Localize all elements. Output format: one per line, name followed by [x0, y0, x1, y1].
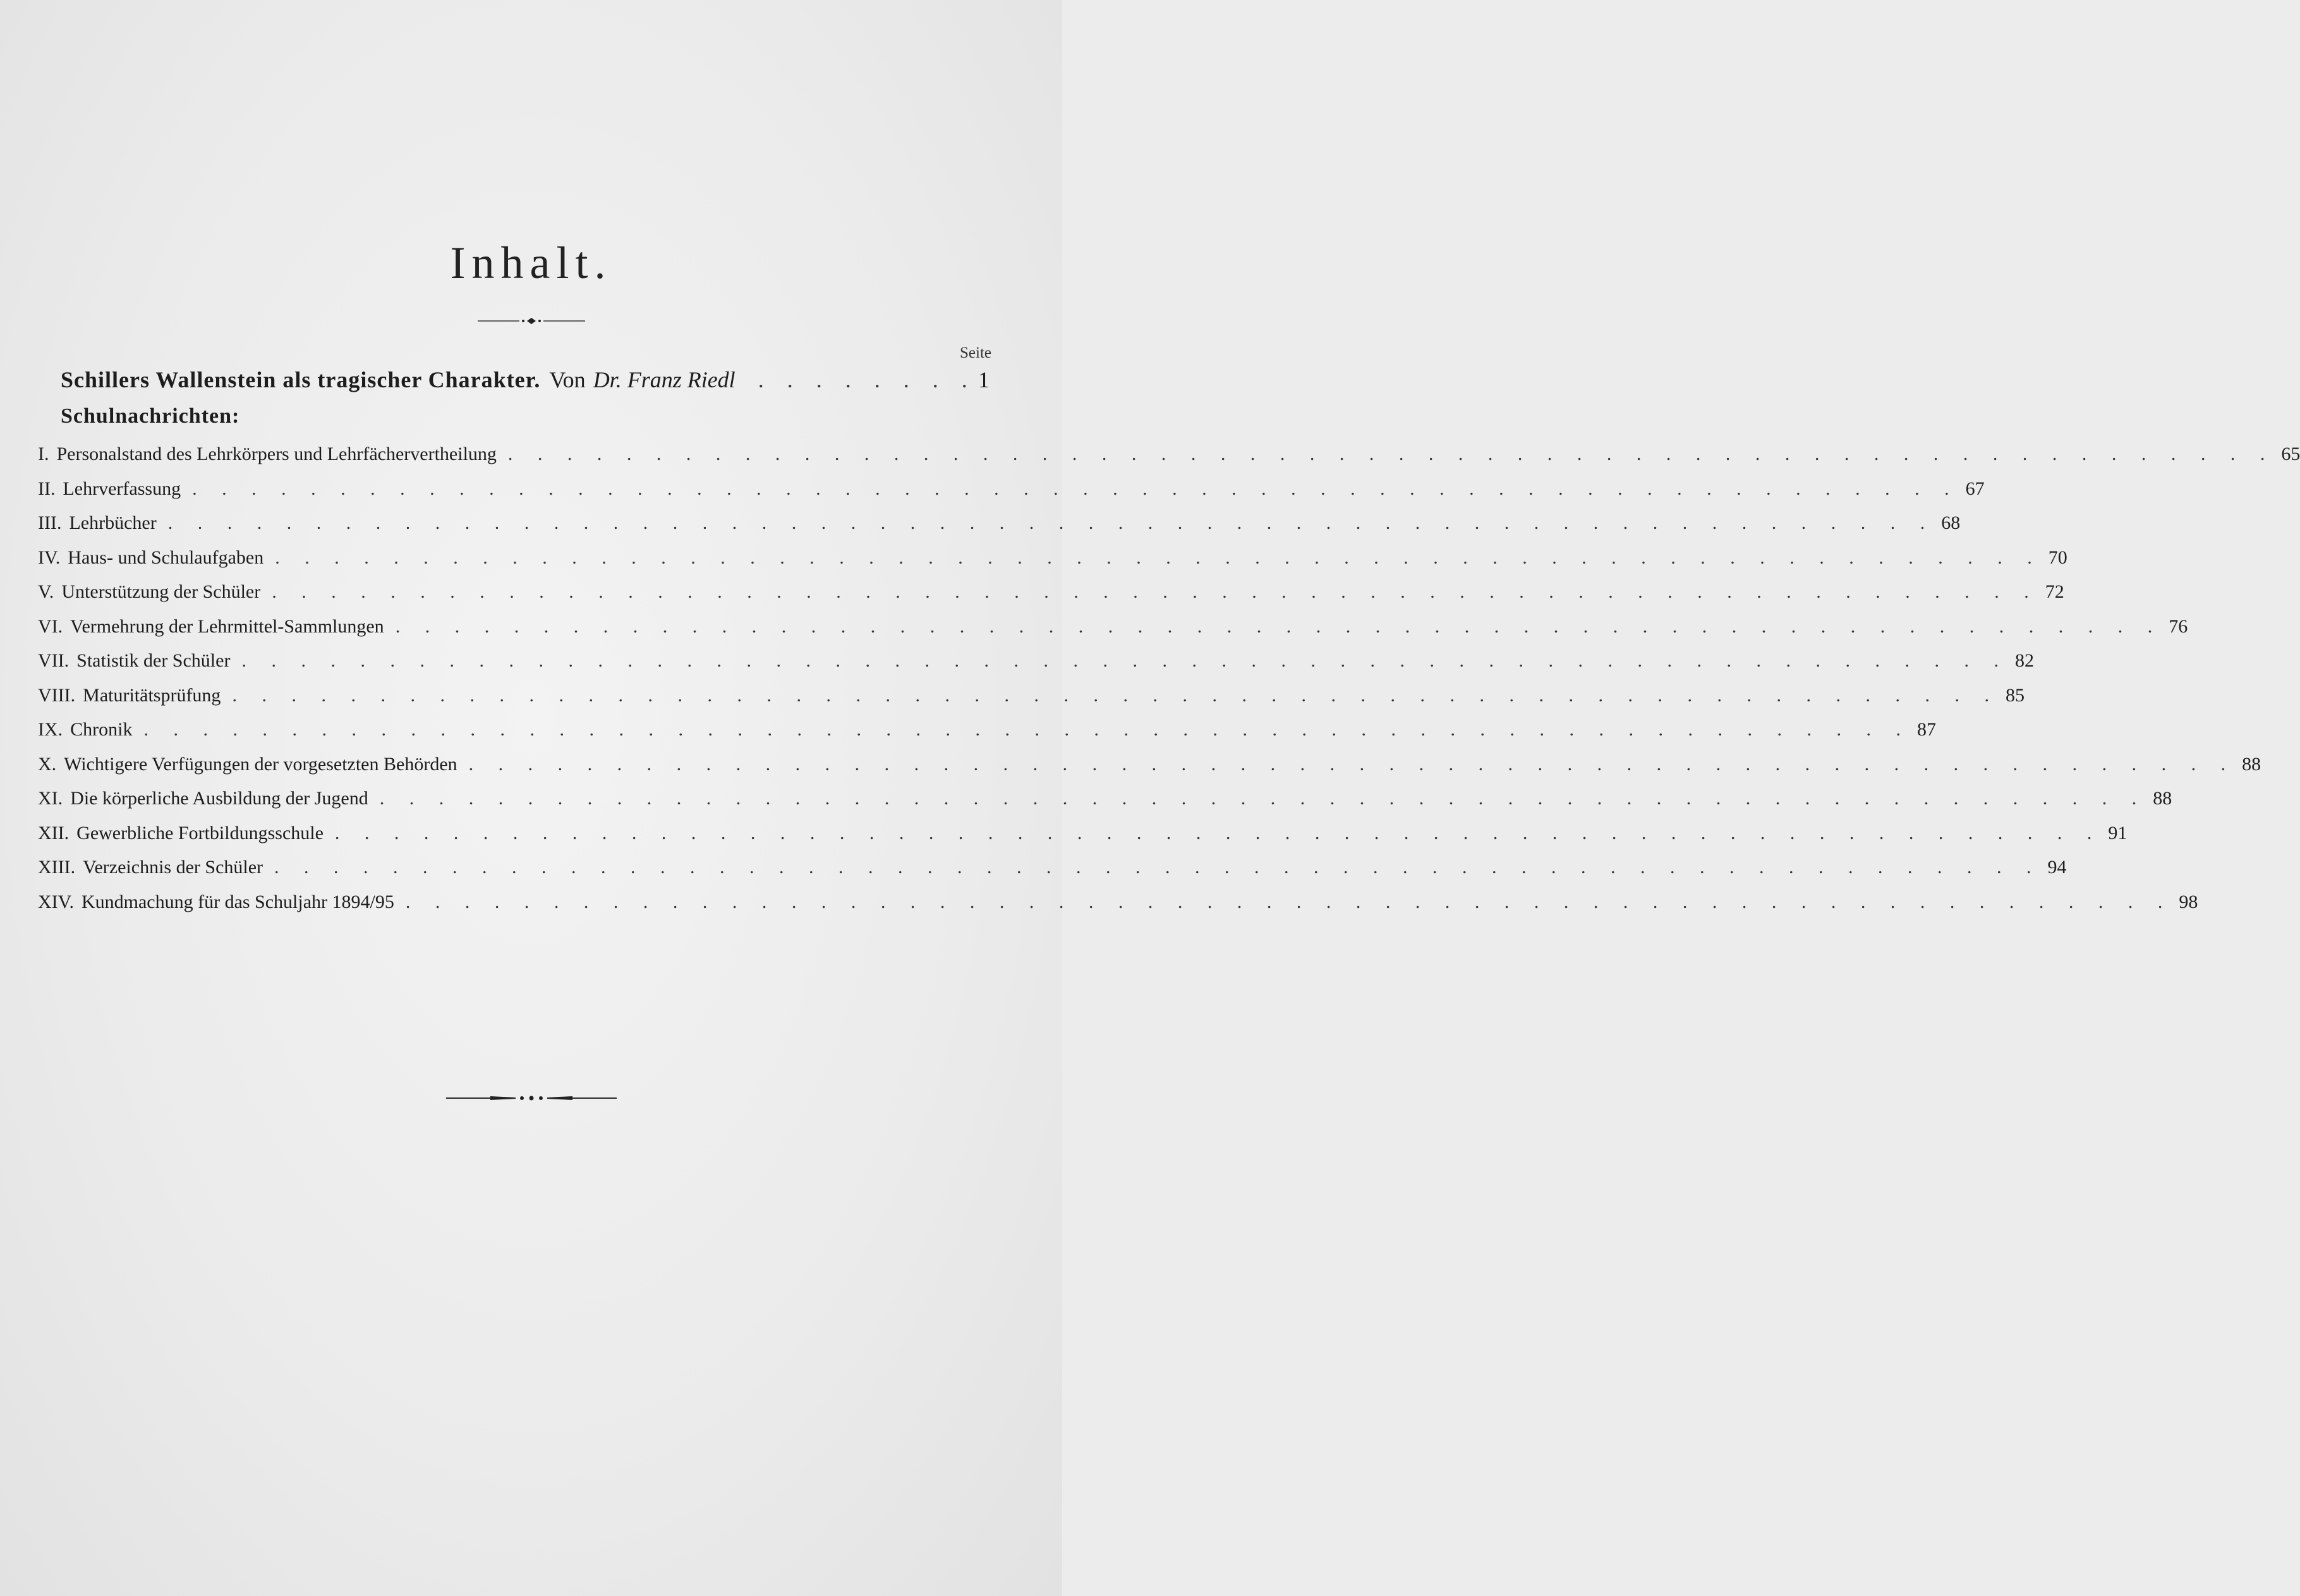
leader-dots: . . . . . . . . . . . . . . . . . . . . . . . . . . . . . . . . . . . . . . . . . . . . . . . . . . . . . . . . . . . . — [143, 719, 1911, 740]
toc-entry — [38, 753, 2261, 789]
leader-dots: . . . . . . . . — [758, 367, 976, 392]
toc-entry — [38, 857, 2067, 892]
leader-dots: . . . . . . . . . . . . . . . . . . . . . . . . . . . . . . . . . . . . . . . . . . . . . . . . . . . . . . . . . . . . — [167, 512, 1935, 533]
main-entry-title: Schillers Wallenstein als tragischer Charakter. — [61, 367, 541, 392]
leader-dots: . . . . . . . . . . . . . . . . . . . . . . . . . . . . . . . . . . . . . . . . . . . . . . . . . . . . . . . . . . . . — [405, 891, 2173, 912]
top-ornament-divider — [478, 316, 585, 326]
toc-entry-title: Gewerbliche Fortbildungsschule — [76, 822, 324, 843]
toc-entry-title: Unterstützung der Schüler — [61, 581, 261, 602]
toc-entry-number: VIII. — [38, 684, 76, 706]
toc-entry-title: Wichtigere Verfügungen der vorgesetzten Behörden — [64, 753, 457, 775]
toc-entry-number: XIII. — [38, 857, 76, 878]
toc-entry-number: III. — [38, 512, 62, 533]
leader-dots: . . . . . . . . . . . . . . . . . . . . . . . . . . . . . . . . . . . . . . . . . . . . . . . . . . . . . . . . . . . . — [395, 615, 2163, 637]
toc-entry-number: X. — [38, 753, 57, 775]
toc-entry-number: II. — [38, 478, 56, 499]
toc-entry — [38, 478, 1985, 513]
toc-entry-page: 68 — [1941, 512, 1961, 533]
leader-dots: . . . . . . . . . . . . . . . . . . . . . . . . . . . . . . . . . . . . . . . . . . . . . . . . . . . . . . . . . . . . — [334, 822, 2102, 843]
toc-list — [38, 444, 2300, 926]
toc-entry — [38, 891, 2198, 926]
toc-entry-number: I. — [38, 444, 49, 464]
toc-entry — [38, 615, 2188, 651]
toc-entry-title: Verzeichnis der Schüler — [83, 857, 263, 878]
leader-dots: . . . . . . . . . . . . . . . . . . . . . . . . . . . . . . . . . . . . . . . . . . . . . . . . . . . . . . . . . . . . — [507, 444, 2275, 464]
bottom-ornament-divider — [446, 1093, 617, 1103]
toc-entry-title: Vermehrung der Lehrmittel-Sammlungen — [70, 615, 384, 637]
toc-entry-number: V. — [38, 581, 54, 602]
toc-entry-page: 88 — [2242, 753, 2261, 775]
toc-entry — [38, 822, 2128, 857]
toc-entry-title: Maturitätsprüfung — [83, 684, 221, 706]
toc-entry-title: Haus- und Schulaufgaben — [68, 547, 264, 568]
toc-entry — [38, 512, 1961, 547]
toc-entry-page: 85 — [2005, 684, 2025, 706]
toc-entry-number: VI. — [38, 615, 63, 637]
leader-dots: . . . . . . . . . . . . . . . . . . . . . . . . . . . . . . . . . . . . . . . . . . . . . . . . . . . . . . . . . . . . — [192, 478, 1959, 499]
section-heading: Schulnachrichten: — [61, 404, 240, 428]
leader-dots: . . . . . . . . . . . . . . . . . . . . . . . . . . . . . . . . . . . . . . . . . . . . . . . . . . . . . . . . . . . . — [275, 547, 2042, 568]
toc-entry-number: XIV. — [38, 891, 74, 912]
toc-entry-number: VII. — [38, 650, 70, 671]
toc-entry — [38, 650, 2034, 685]
leader-dots: . . . . . . . . . . . . . . . . . . . . . . . . . . . . . . . . . . . . . . . . . . . . . . . . . . . . . . . . . . . . — [241, 650, 2009, 671]
leader-dots: . . . . . . . . . . . . . . . . . . . . . . . . . . . . . . . . . . . . . . . . . . . . . . . . . . . . . . . . . . . . — [232, 684, 1999, 706]
toc-entry-page: 88 — [2153, 788, 2172, 809]
toc-entry-title: Lehrbücher — [69, 512, 157, 533]
toc-entry-page: 82 — [2014, 650, 2034, 671]
toc-entry-page: 87 — [1917, 719, 1936, 740]
toc-entry-page: 72 — [2045, 581, 2064, 602]
toc-entry — [38, 547, 2067, 582]
toc-entry-number: IX. — [38, 719, 63, 740]
main-toc-entry — [61, 366, 990, 398]
main-entry-von: Von — [549, 367, 586, 392]
toc-entry-title: Statistik der Schüler — [76, 650, 231, 671]
leader-dots: . . . . . . . . . . . . . . . . . . . . . . . . . . . . . . . . . . . . . . . . . . . . . . . . . . . . . . . . . . . . — [468, 753, 2236, 775]
toc-entry-number: XII. — [38, 822, 70, 843]
toc-entry-title: Personalstand des Lehrkörpers und Lehrfächervertheilung — [56, 444, 497, 464]
toc-entry-page: 98 — [2179, 891, 2198, 912]
toc-entry — [38, 684, 2025, 720]
toc-entry-page: 65 — [2281, 444, 2300, 464]
toc-entry — [38, 581, 2064, 616]
toc-entry-title: Lehrverfassung — [63, 478, 181, 499]
toc-entry-title: Chronik — [70, 719, 133, 740]
page-title: Inhalt. — [450, 238, 612, 288]
leader-dots: . . . . . . . . . . . . . . . . . . . . . . . . . . . . . . . . . . . . . . . . . . . . . . . . . . . . . . . . . . . . — [272, 581, 2039, 602]
toc-entry-number: IV. — [38, 547, 61, 568]
main-entry-page: 1 — [978, 367, 990, 392]
leader-dots: . . . . . . . . . . . . . . . . . . . . . . . . . . . . . . . . . . . . . . . . . . . . . . . . . . . . . . . . . . . . — [379, 788, 2147, 809]
toc-entry-page: 91 — [2108, 822, 2128, 843]
toc-entry-page: 94 — [2047, 857, 2067, 878]
toc-entry-title: Die körperliche Ausbildung der Jugend — [70, 788, 368, 809]
toc-entry-title: Kundmachung für das Schuljahr 1894/95 — [81, 891, 394, 912]
page-column-label: Seite — [960, 344, 991, 361]
toc-entry-page: 70 — [2048, 547, 2067, 568]
toc-entry — [38, 788, 2172, 823]
toc-entry — [38, 444, 2300, 478]
leader-dots: . . . . . . . . . . . . . . . . . . . . . . . . . . . . . . . . . . . . . . . . . . . . . . . . . . . . . . . . . . . . — [274, 857, 2042, 878]
toc-entry-page: 67 — [1965, 478, 1985, 499]
main-entry-author: Dr. Franz Riedl — [593, 367, 735, 392]
toc-entry-number: XI. — [38, 788, 63, 809]
toc-entry-page: 76 — [2169, 615, 2188, 637]
toc-entry — [38, 719, 1936, 754]
